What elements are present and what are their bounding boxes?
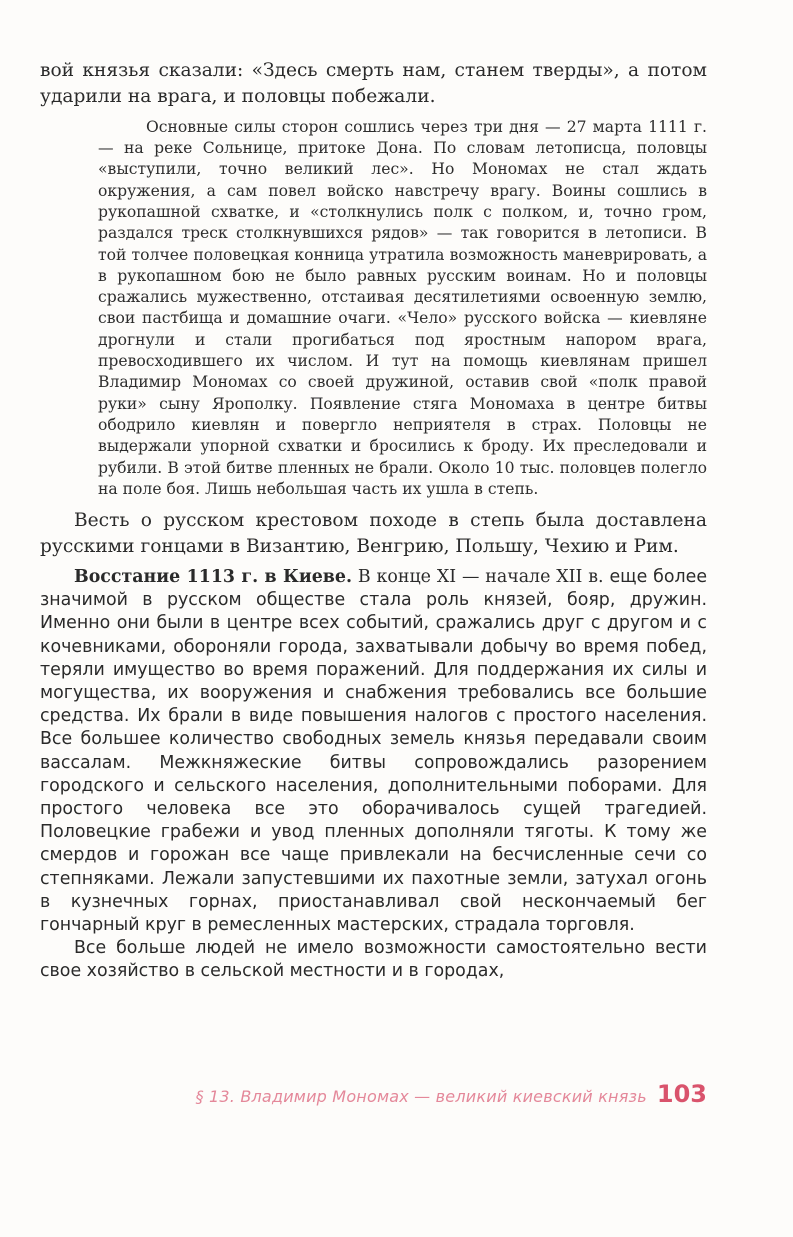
battle-description-paragraph: Основные силы сторон сошлись через три дня — 27 марта 1111 г. — на реке Сольнице, притоке Дона. По словам летописца, половцы «выступили, точно великий лес». Но Мономах не стал ждать окружения, а сам повел войско навстречу врагу. Воины сошлись в рукопашной схватке, и «столкнулись полк с полком, и, точно гром, раздался треск столкнувшихся рядов» — так говорится в летописи. В той толчее половецкая конница утратила возможность маневрировать, а в рукопашном бою не было равных русским воинам. Но и половцы сражались мужественно, отстаивая десятилетиями освоенную землю, свои пастбища и домашние очаги. «Чело» русского войска — киевляне дрогнули и стали прогибаться под яростным напором врага, превосходившего их числом. И тут на помощь киевлянам пришел Владимир Мономах со своей дружиной, оставив свой «полк правой руки» сыну Ярополку. Появление стяга Мономаха в центре битвы ободрило киевлян и повергло неприятеля в страх. Половцы не выдержали упорной схватки и бросились к броду. Их преследовали и рубили. В этой битве пленных не брали. Около 10 тыс. половцев полегло на поле боя. Лишь небольшая часть их ушла в степь. [98, 117, 707, 498]
page-footer [196, 1080, 707, 1108]
uprising-paragraph [40, 566, 707, 937]
intro-paragraph: вой князья сказали: «Здесь смерть нам, станем тверды», а потом ударили на врага, и половцы побежали. [40, 60, 707, 107]
uprising-heading: Восстание 1113 г. в Киеве. [74, 566, 353, 587]
news-paragraph: Весть о русском крестовом походе в степь была доставлена русскими гонцами в Византию, Венгрию, Польшу, Чехию и Рим. [40, 510, 707, 558]
uprising-lead: В конце XI — начале XII в. [357, 566, 604, 587]
uprising-body: еще более значимой в русском обществе стала роль князей, бояр, дружин. Именно они были в центре всех событий, сражались друг с другом и с кочевниками, обороняли города, захватывали добычу во время побед, теряли имущество во время поражений. Для поддержания их силы и могущества, их вооружения и снабжения требовались все большие средства. Их брали в виде повышения налогов с простого населения. Все большее количество свободных земель князья передавали своим вассалам. Межкняжеские битвы сопровождались разорением городского и сельского населения, дополнительными поборами. Для простого человека все это оборачивалось сущей трагедией. Половецкие грабежи и увод пленных дополняли тяготы. К тому же смердов и горожан все чаще привлекали на бесчисленные сечи со степняками. Лежали запустевшими их пахотные земли, затухал огонь в кузнечных горнах, приостанавливал свой нескончаемый бег гончарный круг в ремесленных мастерских, страдала торговля. [40, 566, 708, 936]
page-number: 103 [656, 1080, 707, 1108]
running-footer-title: § 13. Владимир Мономах — великий киевский князь [195, 1087, 647, 1106]
page-body [40, 58, 707, 984]
last-paragraph: Все больше людей не имело возможности самостоятельно вести свое хозяйство в сельской местности и в городах, [40, 938, 707, 982]
